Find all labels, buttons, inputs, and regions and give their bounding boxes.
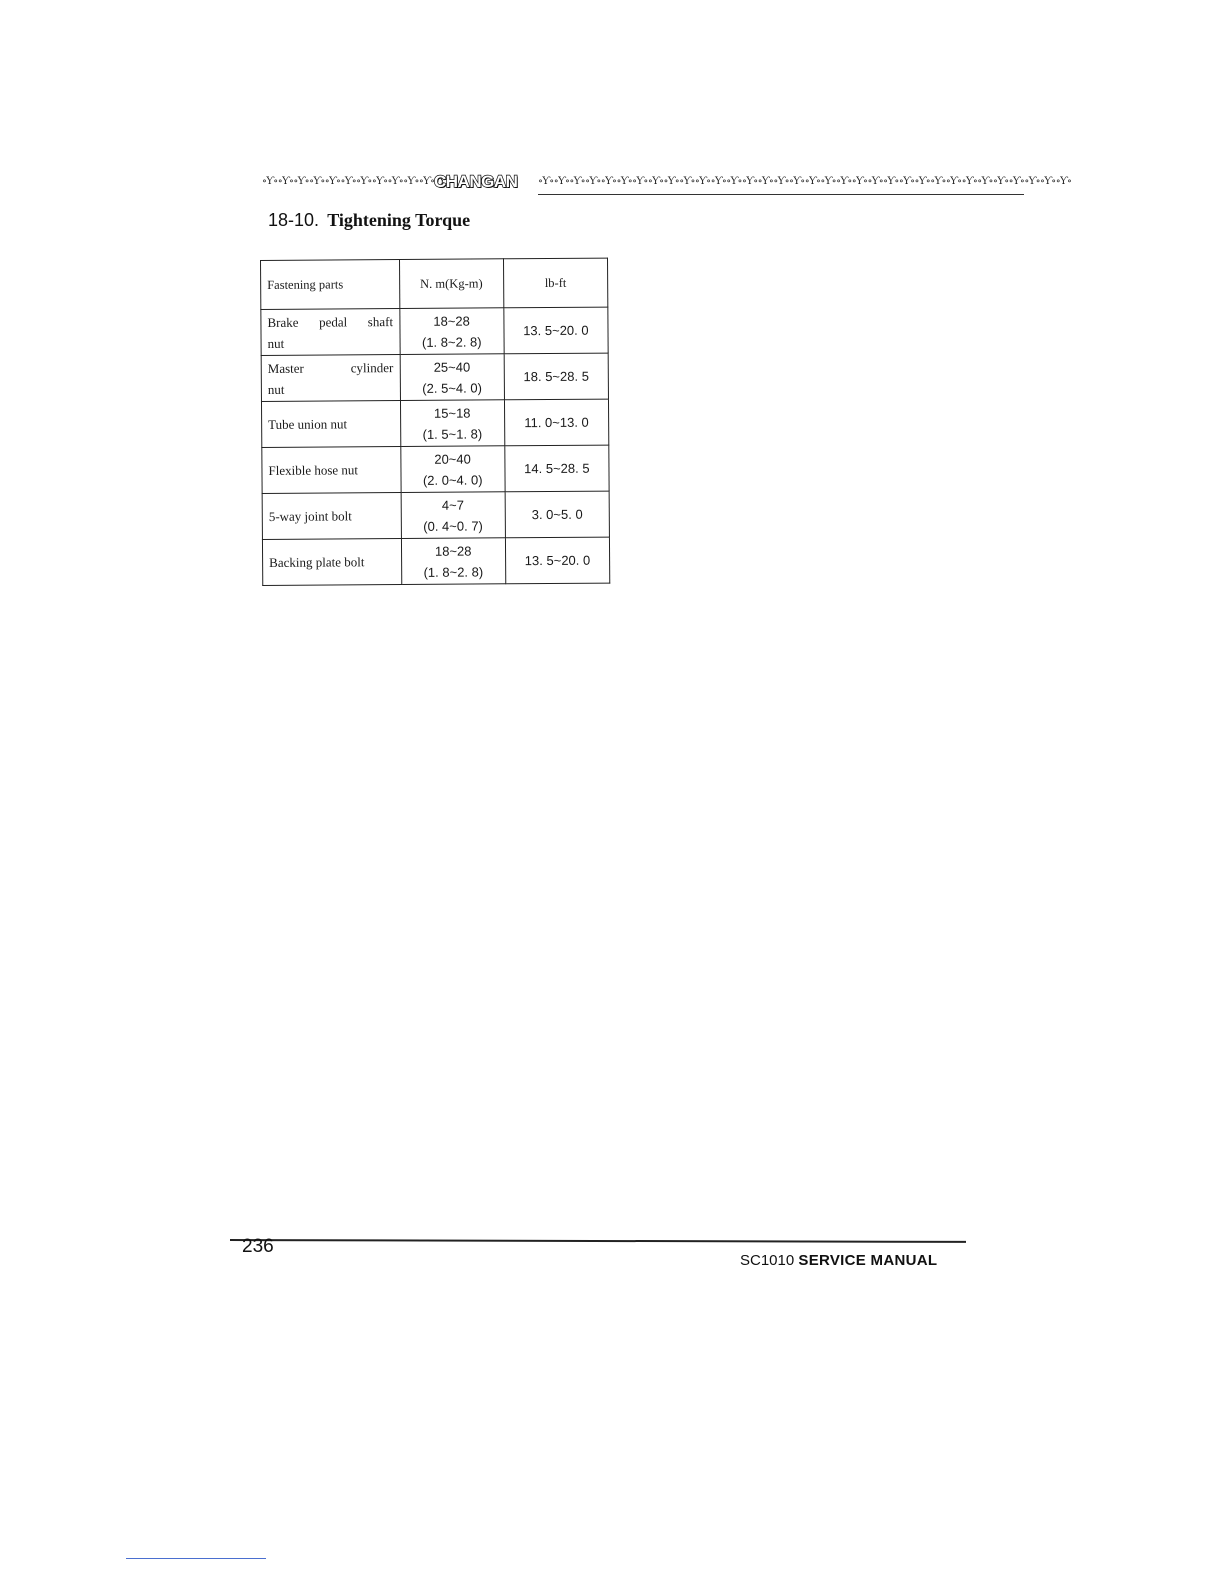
nm-cell bbox=[401, 538, 506, 585]
table-row bbox=[262, 445, 609, 493]
brand-logo: CHANGAN bbox=[434, 172, 518, 191]
lbft-value: 13. 5~20. 0 bbox=[504, 307, 609, 354]
model-code: SC1010 bbox=[740, 1252, 795, 1269]
kgm-value: (1. 8~2. 8) bbox=[423, 563, 484, 580]
part-cell: Flexible hose nut bbox=[262, 447, 401, 494]
part-cell: Tube union nut bbox=[261, 401, 400, 448]
kgm-value: (2. 5~4. 0) bbox=[422, 379, 482, 396]
lbft-value: 3. 0~5. 0 bbox=[505, 491, 610, 538]
table-row bbox=[261, 307, 608, 355]
table-row bbox=[262, 537, 609, 585]
kgm-value: (0. 4~0. 7) bbox=[423, 517, 483, 534]
header-nm: N. m(Kg-m) bbox=[399, 259, 504, 309]
nm-cell bbox=[400, 400, 505, 447]
nm-value: 20~40 bbox=[434, 451, 471, 467]
part-line1: Brake pedal shaft bbox=[267, 313, 394, 330]
manual-label: SERVICE MANUAL bbox=[798, 1252, 938, 1269]
lbft-value: 18. 5~28. 5 bbox=[504, 353, 609, 400]
header-ornament-left: ∘Ƴ∘∘Ƴ∘∘Ƴ∘∘Ƴ∘∘Ƴ∘∘Ƴ∘∘Ƴ∘∘Ƴ∘∘Ƴ∘∘Ƴ∘∘Ƴ∘∘Ƴ∘ bbox=[262, 176, 451, 187]
table-row bbox=[261, 353, 608, 401]
part-line2: nut bbox=[267, 335, 285, 351]
nm-cell bbox=[400, 354, 505, 401]
table-header-row bbox=[261, 258, 608, 309]
lbft-value: 14. 5~28. 5 bbox=[505, 445, 610, 492]
header-lbft: lb-ft bbox=[503, 258, 608, 308]
nm-cell bbox=[399, 308, 504, 355]
nm-value: 18~28 bbox=[434, 543, 472, 559]
nm-value: 18~28 bbox=[433, 313, 470, 329]
section-heading: Tightening Torque bbox=[327, 210, 471, 230]
nm-value: 15~18 bbox=[433, 405, 471, 421]
kgm-value: (1. 5~1. 8) bbox=[422, 425, 483, 442]
nm-value: 4~7 bbox=[441, 497, 464, 513]
section-title bbox=[268, 210, 470, 231]
section-number: 18-10. bbox=[268, 210, 320, 230]
header-rule bbox=[538, 194, 1024, 195]
part-cell: Backing plate bolt bbox=[262, 539, 401, 586]
part-cell bbox=[261, 309, 400, 356]
part-line2: nut bbox=[267, 381, 285, 397]
table-row bbox=[262, 491, 609, 539]
part-cell bbox=[261, 355, 400, 402]
nm-value: 25~40 bbox=[433, 359, 471, 375]
page-number: 236 bbox=[242, 1236, 274, 1257]
scan-edge-line bbox=[126, 1558, 266, 1559]
kgm-value: (2. 0~4. 0) bbox=[422, 471, 483, 488]
header-fastening-parts: Fastening parts bbox=[261, 260, 400, 310]
footer-rule bbox=[230, 1239, 966, 1243]
lbft-value: 11. 0~13. 0 bbox=[504, 399, 609, 446]
kgm-value: (1. 8~2. 8) bbox=[421, 333, 482, 350]
torque-table bbox=[260, 258, 610, 586]
part-line1: Master cylinder bbox=[267, 359, 394, 376]
header-ornament-right: ∘Ƴ∘∘Ƴ∘∘Ƴ∘∘Ƴ∘∘Ƴ∘∘Ƴ∘∘Ƴ∘∘Ƴ∘∘Ƴ∘∘Ƴ∘∘Ƴ∘∘Ƴ∘∘Ƴ∘∘Ƴ∘∘Ƴ∘∘Ƴ∘∘Ƴ∘∘Ƴ∘∘Ƴ∘∘Ƴ∘∘Ƴ∘∘Ƴ∘∘Ƴ∘∘Ƴ∘∘Ƴ∘∘Ƴ∘∘Ƴ∘∘Ƴ∘∘Ƴ∘∘Ƴ∘∘Ƴ∘∘Ƴ∘∘Ƴ∘∘Ƴ∘ bbox=[538, 176, 1072, 187]
part-cell: 5-way joint bolt bbox=[262, 493, 401, 540]
manual-title bbox=[740, 1252, 937, 1269]
table-row bbox=[261, 399, 608, 447]
lbft-value: 13. 5~20. 0 bbox=[505, 537, 610, 584]
nm-cell bbox=[401, 492, 506, 539]
page-header bbox=[262, 172, 1072, 196]
nm-cell bbox=[400, 446, 505, 493]
